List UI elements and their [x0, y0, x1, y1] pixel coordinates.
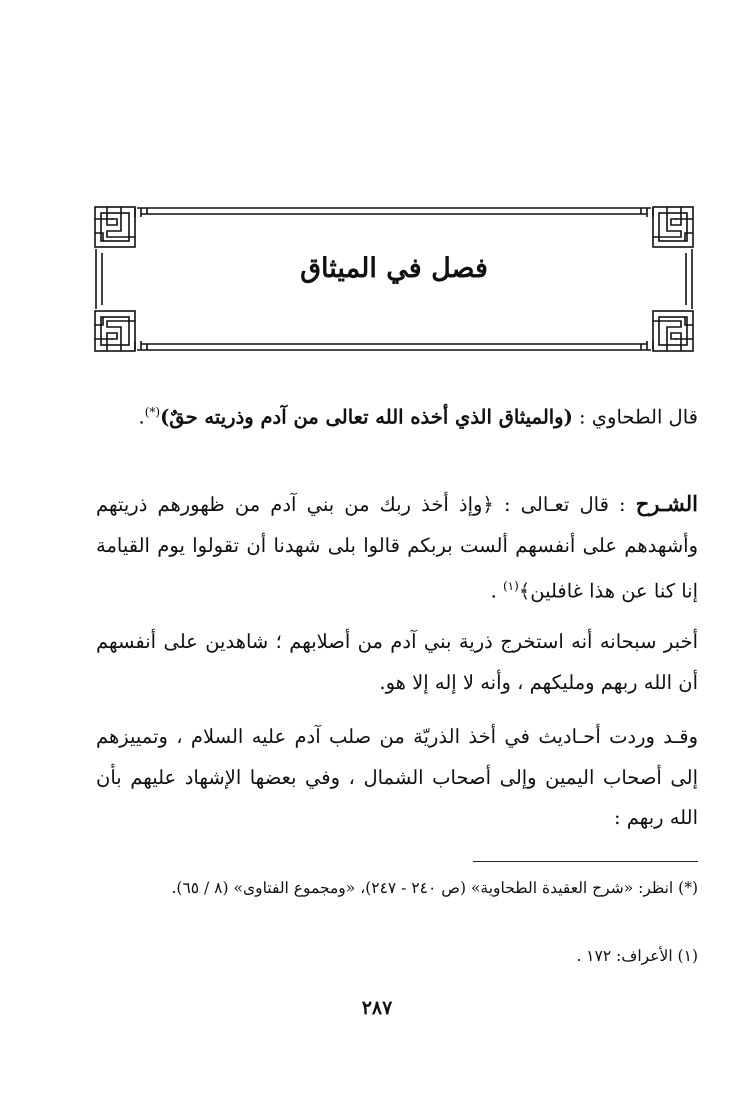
sharh-paragraph	[96, 484, 698, 612]
section-title: فصل في الميثاق	[300, 253, 488, 284]
footnote-one	[96, 938, 698, 974]
sharh-label: الشـرح	[635, 491, 698, 516]
matn-footnote-marker: (*)	[144, 405, 161, 419]
title-frame	[93, 205, 695, 353]
matn-quote: (والميثاق الذي أخذه الله تعالى من آدم وذريته حقٌ)	[160, 405, 573, 429]
footnote-one-text: (١) الأعراف: ١٧٢ .	[576, 947, 698, 965]
verse-footnote-marker: (١)	[502, 579, 519, 593]
sharh-intro: : قال تعـالى :	[493, 493, 636, 516]
matn-speaker: قال الطحاوي :	[572, 405, 698, 429]
page-number: ٢٨٧	[361, 997, 393, 1019]
matn-end: .	[138, 405, 145, 429]
quran-verse: ﴿وإذ أخذ ربك من بني آدم من ظهورهم ذريتهم وأشهدهم على أنفسهم ألست بربكم قالوا بلى شهدنا أن تقولوا يوم القيامة إنا كنا عن هذا غافلين﴾	[96, 493, 698, 603]
matn-paragraph	[96, 392, 698, 438]
footnote-separator	[473, 861, 698, 862]
sharh-end: .	[490, 579, 503, 603]
paragraph-2	[96, 717, 698, 839]
footnote-star-text: (*) انظر: «شرح العقيدة الطحاوية» (ص ٢٤٠ - ٢٤٧)، «ومجموع الفتاوى» (٨ / ٦٥).	[171, 879, 698, 897]
paragraph-1	[96, 622, 698, 703]
paragraph-2-text: وقـد وردت أحـاديث في أخذ الذريّة من صلب آدم عليه السلام ، وتمييزهم إلى أصحاب اليمين وإلى أصحاب الشمال ، وفي بعضها الإشهاد عليهم بأن الله ربهم :	[96, 725, 698, 829]
footnote-star	[96, 870, 698, 906]
paragraph-1-text: أخبر سبحانه أنه استخرج ذرية بني آدم من أصلابهم ؛ شاهدين على أنفسهم أن الله ربهم ومليكهم ، وأنه لا إله إلا هو.	[96, 630, 698, 694]
